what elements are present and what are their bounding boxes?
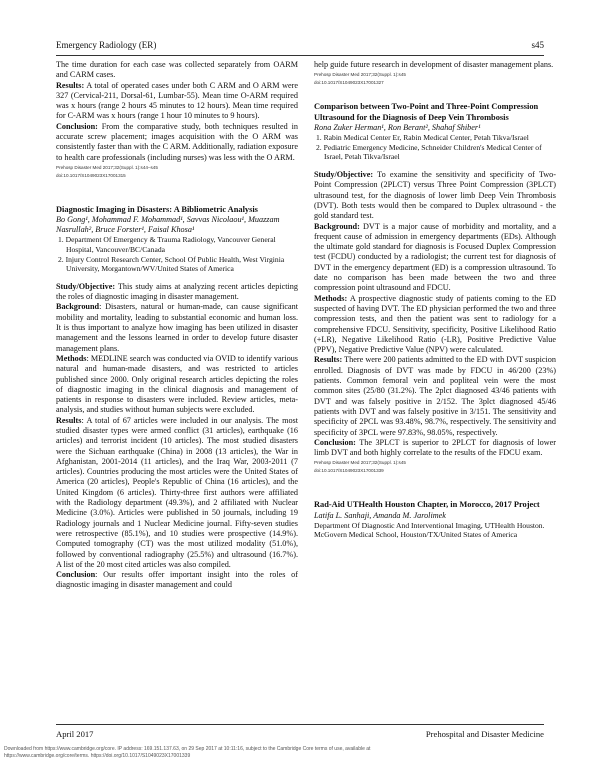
issue-date: April 2017 [56,729,94,739]
results-paragraph [56,416,298,570]
abstract-title: Rad-Aid UTHealth Houston Chapter, in Morocco, 2017 Project [314,500,540,510]
doi-link[interactable]: doi:10.1017/S1049023X17001315 [56,172,126,178]
abstract-intro-text: The time duration for each case was collected separately from OARM and CARM cases. [56,60,298,80]
footer-rule [56,724,544,725]
background-label: Background [56,302,100,312]
study-objective-paragraph [56,282,298,303]
background-label: Background: [314,221,360,231]
affiliation: Department Of Diagnostic And Interventional Imaging, UTHealth Houston. McGovern Medical School, Houston/TX/United States of America [314,520,545,540]
conclusion-paragraph [56,570,298,591]
author-list: Latifa L. Sanhaji, Amanda M. Jarolimek [314,510,446,520]
results-label: Results: [56,80,85,90]
affiliation: 2. Pediatric Emergency Medicine, Schneider Children's Medical Center of Israel, Petah Tikva/Israel [316,142,542,162]
right-column [314,60,556,540]
conclusion-label: Conclusion: [314,437,356,447]
study-objective-text: To examine the sensitivity and specificity of Two-Point Compression (2PLCT) versus Three Point Compression (3PLCT) ultrasound test, for the diagnosis of lower limb Deep Vein Thrombosis (DVT). Both tests would then be compared to Duplex ultrasound - the gold standard test. [314,170,556,221]
conclusion-label: Conclusion: [56,121,98,131]
results-paragraph [56,81,298,122]
methods-text: A prospective diagnostic study of patients coming to the ED suspected of having DVT. The ED physician performed the two and three compression tests, and then the patient was sent to radiology for a comprehensive FDCU. Sensitivity, specificity, Positive Likelihood Ratio (+LR), Negative Likelihood Ratio (-LR), Positive Predictive Value (PPV), Negative Predictive Value (NPV) were calculated. [314,293,556,355]
journal-name: Prehospital and Disaster Medicine [425,729,544,739]
affiliation: 2. Injury Control Research Center, School Of Public Health, West Virginia University, Morgantown/WV/United States of America [58,254,285,274]
study-objective-paragraph [314,170,556,221]
abstract-title: Comparison between Two-Point and Three-Point Compression Ultrasound for the Diagnosis of Deep Vein Thrombosis [314,102,539,122]
results-label: Results: [314,355,343,365]
methods-label: Methods [56,353,87,363]
abstract-title: Diagnostic Imaging in Disasters: A Bibliometric Analysis [56,204,258,214]
download-notice [4,746,596,760]
background-text: : Disasters, natural or human-made, can cause significant mobility and mortality, leading to substantial economic and human loss. It is thus important to analyze how imaging has been utilized in disaster management and the lessons learned in order to develop future disaster management plans. [56,302,298,353]
study-objective-label: Study/Objective: [56,281,116,291]
study-objective-text: This study aims at analyzing recent articles depicting the roles of diagnostic imaging in disaster management. [56,281,298,302]
study-objective-label: Study/Objective: [314,170,374,180]
author-list: Bo Gong¹, Mohammad F. Mohammad¹, Savvas Nicolaou¹, Muazzam Nasrullah², Bruce Forster¹, Faisal Khosa¹ [56,215,280,235]
conclusion-paragraph [314,438,556,459]
page-number: s45 [531,40,544,50]
doi-link[interactable]: doi:10.1017/S1049023X17001327 [314,80,384,86]
background-text: DVT is a major cause of morbidity and mortality, and a frequent cause of admission in emergency departments (EDs). Although the ultimate gold standard for diagnosis is Focused Duplex Compression test (FCDU) conducted by a radiologist; the current test for diagnosis of DVT in the emergency department (ED) is a compression ultrasound. To date no comparison has been made between the two and three compression point ultrasound and FDCU. [314,221,556,293]
methods-text: : MEDLINE search was conducted via OVID to identify various natural and human-made disasters, and was restricted to articles published since 2000. Only original research articles depicting the roles of diagnostic imaging in the clinical diagnosis and management of patients in response to disasters were included. Review articles, meta-analysis, and studies without human subjects were excluded. [56,353,298,415]
conclusion-paragraph [56,122,298,163]
background-paragraph [314,222,556,294]
methods-paragraph [314,294,556,356]
download-notice-line[interactable]: https://www.cambridge.org/core/terms. https://doi.org/10.1017/S1049023X17001339 [4,753,191,759]
continued-text: help guide future research in development of disaster management plans. [314,60,554,69]
conclusion-text: From the comparative study, both techniques resulted in accurate screw placement; images acquisition with the O ARM was consistently faster than with the C ARM. Additionally, radiation exposure to health care professionals (including nurses) was less with the O ARM. [56,121,298,162]
results-label: Results [56,415,82,425]
results-text: A total of operated cases under both C ARM and O ARM were 327 (Cervical-211, Dorsal-61, Lumbar-55). Mean time O-ARM required was x hours (range 2 hours 45 minutes to 12 hours). Mean time required for C-ARM was x hours (range 1 hour 10 minutes to 9 hours). [56,80,298,121]
methods-label: Methods: [314,293,348,303]
background-paragraph [56,302,298,353]
conclusion-text: : Our results offer important insight into the roles of diagnostic imaging in disaster management and could [56,570,298,590]
citation: Prehosp Disaster Med 2017;32(Suppl. 1):s45 [314,460,406,466]
doi-link[interactable]: doi:10.1017/S1049023X17001339 [314,468,384,474]
citation: Prehosp Disaster Med 2017;32(Suppl. 1):s45 [314,72,406,78]
left-column [56,60,298,591]
results-text: : A total of 67 articles were included in our analysis. The most studied disaster types were armed conflict (31 articles), earthquake (16 articles) and terrorist incident (10 articles). The most studied disasters were the Sichuan earthquake (China) in 2008 (13 articles), the War in Afghanistan, 2001-2014 (11 articles), and the Iraq War, 2003-2011 (7 articles). Countries producing the most articles were the United States of America (20 articles), People's Republic of China (16 articles), and the United Kingdom (6 articles). Thirty-three first authors were affiliated with the Radiology department (49.3%), and 2 affiliated with Nuclear Medicine (3.0%). Articles were published in 50 journals, including 19 Radiology journals and 1 Nuclear Medicine journal. Fifty-seven studies were retrospective (85.1%), and 10 studies were prospective (14.9%). Computed tomography (CT) was the most utilized modality (51.0%), followed by conventional radiography (25.5%) and ultrasound (16.7%). A list of the 20 most cited articles was also compiled. [56,415,298,569]
results-text: There were 200 patients admitted to the ED with DVT suspicion enrolled. Diagnosis of DVT was made by FDCU in 46/200 (23%) patients. Common femoral vein and popliteal vein were the most common sites (25/80 (31.2%). The 2plct diagnosed 43/46 patients with DVT and was falsely positive in 2/152. The 3plct diagnosed 45/46 patients with DVT and was falsely positive in 3/151. The sensitivity and specificity of 2PCL was 93.48%, 98.7%, respectively. The sensitivity and specificity of 3PCL were 97.83%, 98.05%, respectively. [314,355,556,437]
author-list: Rona Zuker Herman¹, Ron Berant², Shahaf Shiber¹ [314,123,481,133]
results-paragraph [314,355,556,437]
running-header [56,40,544,54]
affiliation: 1. Rabin Medical Center Er, Rabin Medical Center, Petah Tikva/Israel [316,133,529,143]
conclusion-label: Conclusion [56,570,96,580]
section-title: Emergency Radiology (ER) [56,40,157,50]
conclusion-text: The 3PLCT is superior to 2PLCT for diagnosis of lower limb DVT and both highly correlate to the results of the FDCU exam. [314,437,556,458]
methods-paragraph [56,354,298,416]
header-rule [56,55,544,56]
affiliation: 1. Department Of Emergency & Trauma Radiology, Vancouver General Hospital, Vancouver/BC/Canada [58,235,276,255]
download-notice-line[interactable]: Downloaded from https://www.cambridge.org/core. IP address: 169.151.137.63, on 29 Sep 2017 at 10:11:16, subject to the Cambridge Core terms of use, available at [4,746,371,752]
citation: Prehosp Disaster Med 2017;32(Suppl. 1):s44–s45 [56,164,158,170]
